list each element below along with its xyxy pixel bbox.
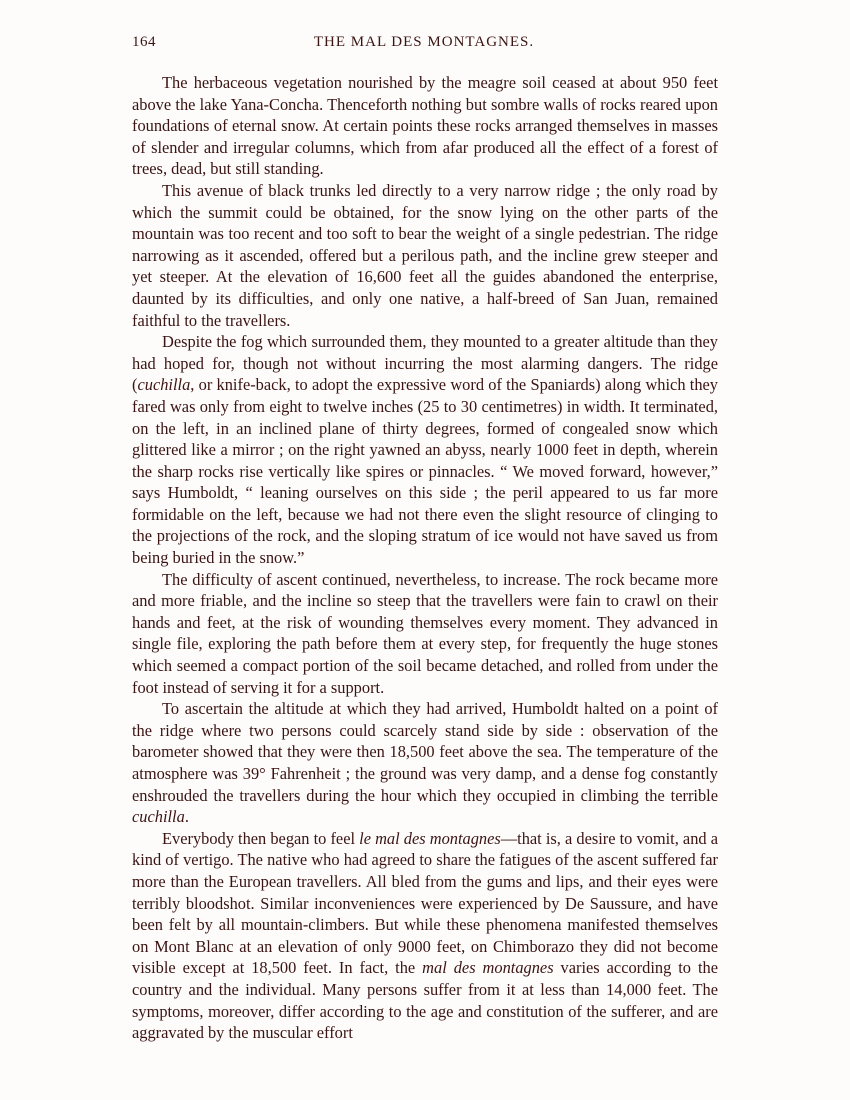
paragraph-text: The herbaceous vegetation nourished by the meagre soil ceased at about 950 feet above the lake Yana-Concha. Thenceforth nothing but sombre walls of rocks reared upon foundations of eternal snow. At certain points these rocks arranged themselves in masses of slender and irregular columns, which from afar produced all the effect of a forest of trees, dead, but still standing. [132, 73, 718, 179]
paragraph-text: varies according to the country and the individual. Many persons suffer from it at less than 14,000 feet. The symptoms, moreover, differ according to the age and constitution of the sufferer, and are aggravated by the muscular effort [132, 958, 719, 1043]
running-title: THE MAL DES MONTAGNES. [313, 34, 535, 50]
paragraph-6 [132, 828, 718, 1044]
italic-term: cuchilla [137, 375, 191, 395]
paragraph-1 [132, 72, 718, 180]
italic-term: cuchilla [132, 807, 185, 827]
paragraph-text: , or knife-back, to adopt the expressive word of the Spaniards) along which they fared was only from eight to twelve inches (25 to 30 centimetres) in width. It terminated, on the left, in an inclined plane of thirty degrees, formed of congealed snow which glittered like a mirror ; on the right yawned an abyss, nearly 1000 feet in depth, wherein the sharp rocks rise vertically like spires or pinnacles. “ We moved forward, however,” says Humboldt, “ leaning ourselves on this side ; the peril appeared to us far more formidable on the left, because we had not there even the slight resource of clinging to the projections of the rock, and the sloping stratum of ice would not have saved us from being buried in the snow.” [132, 375, 718, 568]
page-header [132, 34, 716, 56]
italic-term: mal des montagnes [422, 958, 554, 978]
paragraph-text: This avenue of black trunks led directly to a very narrow ridge ; the only road by which the summit could be obtained, for the snow lying on the other parts of the mountain was too recent and too soft to bear the weight of a single pedestrian. The ridge narrowing as it ascended, offered but a perilous path, and the incline grew steeper and yet steeper. At the elevation of 16,600 feet all the guides abandoned the enterprise, daunted by its difficulties, and only one native, a half-breed of San Juan, remained faithful to the travellers. [132, 180, 718, 330]
paragraph-3 [132, 331, 718, 569]
italic-term: le mal des montagnes [359, 828, 501, 848]
paragraph-4 [132, 569, 718, 699]
paragraph-text: —that is, a desire to vomit, and a kind of vertigo. The native who had agreed to share the fatigues of the ascent suffered far more than the European travellers. All bled from the gums and lips, and their eyes were terribly bloodshot. Similar inconveniences were experienced by De Saussure, and have been felt by all mountain-climbers. But while these phenomena manifested themselves on Mont Blanc at an elevation of only 9000 feet, on Chimborazo they did not become visible except at 18,500 feet. In fact, the [132, 828, 718, 978]
paragraph-2 [132, 180, 718, 331]
paragraph-5 [132, 698, 718, 828]
paragraph-text: Despite the fog which surrounded them, they mounted to a greater altitude than they had hoped for, though not without incurring the most alarming dangers. The ridge ( [132, 332, 718, 395]
page-number: 164 [132, 34, 156, 50]
paragraph-text: To ascertain the altitude at which they had arrived, Humboldt halted on a point of the ridge where two persons could scarcely stand side by side : observation of the barometer showed that they were then 18,500 feet above the sea. The temperature of the atmosphere was 39° Fahrenheit ; the ground was very damp, and a dense fog constantly enshrouded the travellers during the hour which they occupied in climbing the terrible [132, 699, 718, 805]
body-text [132, 72, 718, 1044]
paragraph-text: . [184, 807, 189, 827]
paragraph-text: The difficulty of ascent continued, nevertheless, to increase. The rock became more and more friable, and the incline so steep that the travellers were fain to crawl on their hands and feet, at the risk of wounding themselves every moment. They advanced in single file, exploring the path before them at every step, for frequently the huge stones which seemed a compact portion of the soil became detached, and rolled from under the foot instead of serving it for a support. [132, 569, 718, 697]
paragraph-text: Everybody then began to feel [162, 828, 360, 848]
